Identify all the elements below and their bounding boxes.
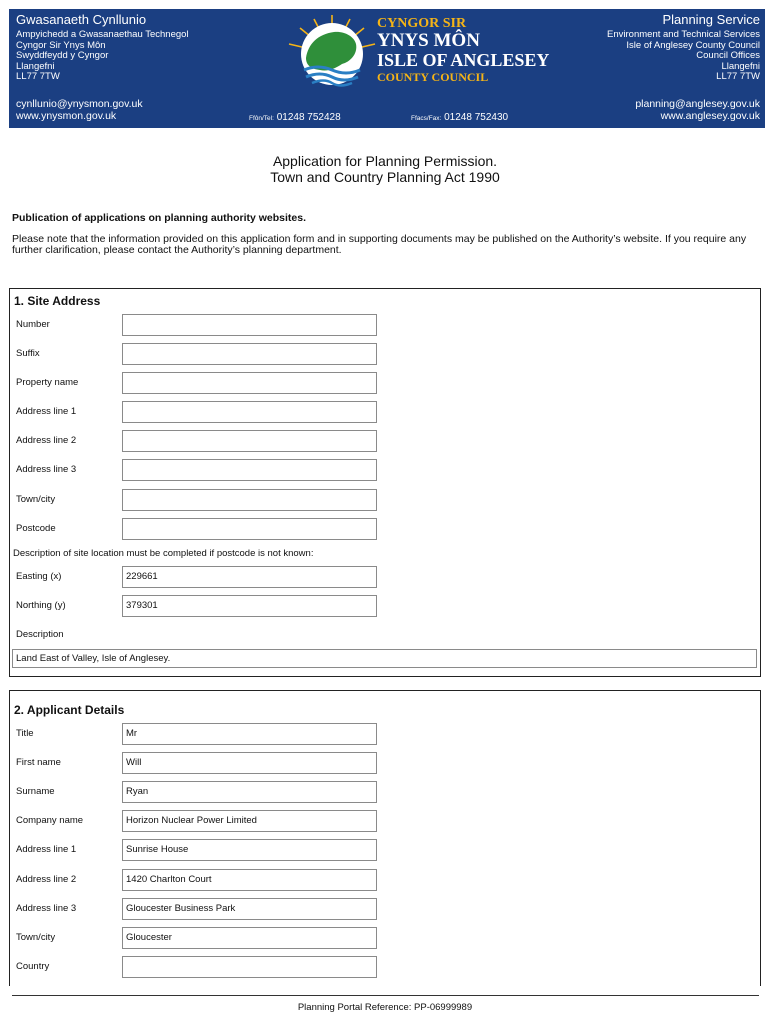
fax-number: 01248 752430 [444,112,509,123]
telephone [249,112,341,123]
field-label: Country [16,961,50,972]
council-name-line: CYNGOR SIR [377,16,467,31]
publication-notice: Please note that the information provided on this application form and in supporting documents may be published on the Authority’s website. If you require any further clarification, please contact the Authority’s planning department. [12,233,747,256]
field-label: Number [16,319,50,330]
address-line: LL77 7TW [16,71,60,82]
portal-reference: Planning Portal Reference: PP-06999989 [297,1002,473,1013]
country-field[interactable] [122,956,377,978]
title-field[interactable]: Mr [122,723,377,745]
field-row [10,314,760,336]
address-line-1-field[interactable]: Sunrise House [122,839,377,861]
address-line: Swyddfeydd y Cyngor [16,50,109,61]
dept-name-english: Planning Service [662,12,760,27]
field-row [10,595,760,617]
council-name-line: COUNTY COUNCIL [377,70,489,84]
publication-heading: Publication of applications on planning authority websites. [12,212,307,224]
website-link[interactable]: www.anglesey.gov.uk [660,110,760,122]
field-row [10,752,760,774]
applicant-details-section [9,690,761,986]
address-line-3-field[interactable]: Gloucester Business Park [122,898,377,920]
page-title [0,153,770,185]
field-row [10,518,760,540]
dept-name-welsh: Gwasanaeth Cynllunio [16,12,147,27]
section-title: 1. Site Address [14,294,101,308]
email-link[interactable]: cynllunio@ynysmon.gov.uk [16,98,143,110]
field-row [10,956,760,978]
site-address-section [9,288,761,677]
contact-welsh [16,98,143,122]
address-line: Environment and Technical Services [607,29,760,40]
field-row [10,372,760,394]
council-name [377,16,549,84]
header-banner [9,9,765,128]
council-logo-icon [284,14,380,94]
surname-field[interactable]: Ryan [122,781,377,803]
field-row [10,723,760,745]
field-label: Address line 3 [16,903,77,914]
field-label: Northing (y) [16,600,66,611]
title-line: Application for Planning Permission. [272,153,498,169]
field-row [10,459,760,481]
telephone-label: Ffôn/Tel: [249,115,274,122]
field-label: Town/city [16,494,56,505]
address-line-1-field[interactable] [122,401,377,423]
field-label: Address line 2 [16,874,77,885]
fax-label: Ffacs/Fax: [411,115,442,122]
address-line-2-field[interactable]: 1420 Charlton Court [122,869,377,891]
address-line: Isle of Anglesey County Council [626,39,760,51]
field-row [10,781,760,803]
field-label: Address line 2 [16,435,77,446]
field-label: First name [16,757,61,768]
field-label: Suffix [16,348,40,359]
address-line: Council Offices [696,50,760,61]
footer-divider [12,995,759,996]
contact-english [635,98,760,122]
field-label: Property name [16,377,79,388]
telephone-number: 01248 752428 [276,112,341,123]
field-label: Address line 1 [16,406,77,417]
address-line: Ampyichedd a Gwasanaethau Technegol [16,29,189,40]
address-line-2-field[interactable] [122,430,377,452]
address-line: Cyngor Sir Ynys Môn [16,39,106,51]
field-row [10,401,760,423]
address-welsh [16,30,189,83]
council-name-line: YNYS MÔN [377,30,480,51]
town-city-field[interactable]: Gloucester [122,927,377,949]
address-line: Llangefni [16,60,55,72]
field-row [10,343,760,365]
location-note: Description of site location must be completed if postcode is not known: [13,548,314,559]
field-row [10,898,760,920]
field-label: Address line 1 [16,844,77,855]
address-english [607,30,760,83]
fax [411,112,508,123]
field-row [10,566,760,588]
address-line-3-field[interactable] [122,459,377,481]
suffix-field[interactable] [122,343,377,365]
council-name-line: ISLE OF ANGLESEY [377,50,550,70]
field-label: Address line 3 [16,464,77,475]
address-line: LL77 7TW [716,71,760,82]
field-label: Surname [16,786,55,797]
number-field[interactable] [122,314,377,336]
field-row [10,869,760,891]
website-link[interactable]: www.ynysmon.gov.uk [16,110,117,122]
postcode-field[interactable] [122,518,377,540]
description-field[interactable]: Land East of Valley, Isle of Anglesey. [12,649,757,668]
description-label: Description [16,629,64,640]
field-row [10,810,760,832]
company-name-field[interactable]: Horizon Nuclear Power Limited [122,810,377,832]
title-line: Town and Country Planning Act 1990 [270,169,500,185]
section-title: 2. Applicant Details [14,703,125,717]
field-label: Easting (x) [16,571,62,582]
field-label: Town/city [16,932,56,943]
field-row [10,927,760,949]
field-row [10,489,760,511]
property-name-field[interactable] [122,372,377,394]
easting-field[interactable]: 229661 [122,566,377,588]
field-label: Title [16,728,34,739]
address-line: Llangefni [721,60,760,72]
northing-field[interactable]: 379301 [122,595,377,617]
first-name-field[interactable]: Will [122,752,377,774]
field-row [10,430,760,452]
email-link[interactable]: planning@anglesey.gov.uk [635,98,760,110]
town-city-field[interactable] [122,489,377,511]
field-label: Postcode [16,523,56,534]
field-row [10,839,760,861]
field-label: Company name [16,815,84,826]
